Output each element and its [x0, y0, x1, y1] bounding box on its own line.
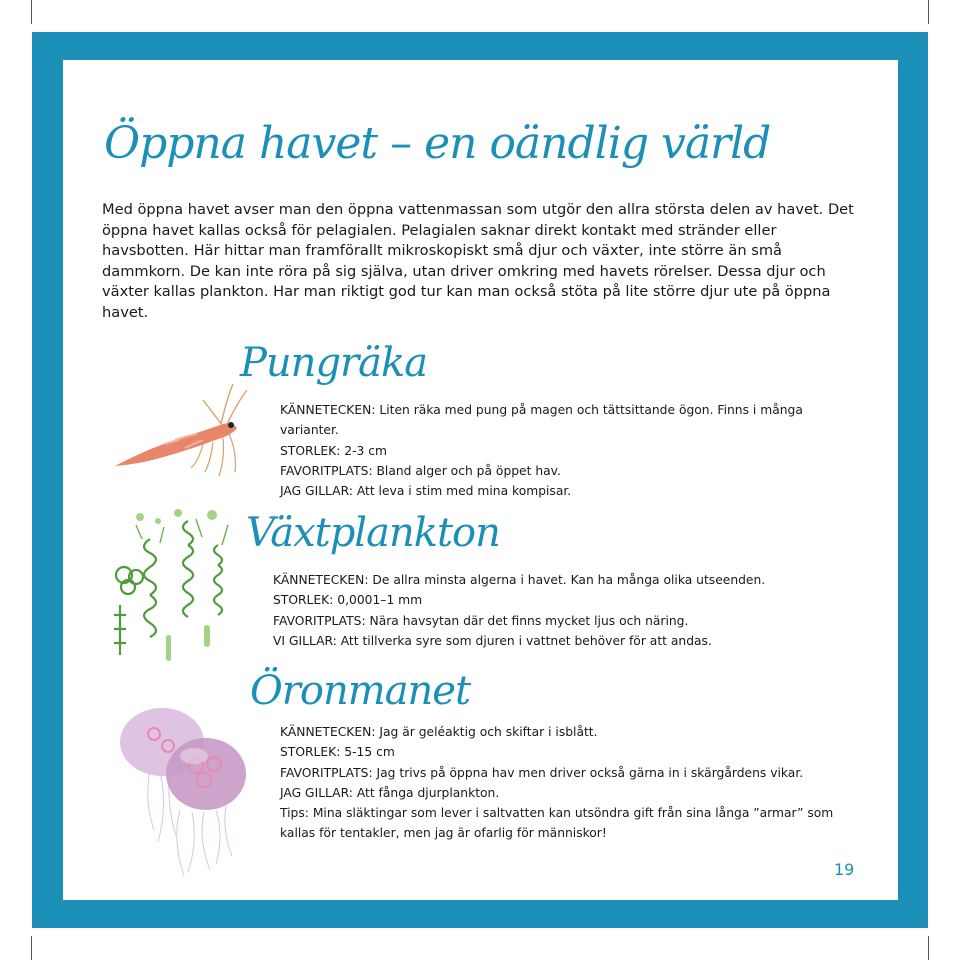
species-facts-pungraka [280, 400, 840, 501]
jellyfish-illustration [110, 700, 250, 880]
species-name-pungraka: Pungräka [240, 340, 428, 386]
species-name-vaxtplankton: Växtplankton [246, 510, 500, 556]
phytoplankton-illustration [100, 505, 240, 675]
crop-mark [928, 936, 929, 960]
fact-line: JAG GILLAR: Att fånga djurplankton. [280, 785, 500, 800]
fact-line: KÄNNETECKEN: Jag är geléaktig och skiftar i isblått. [280, 725, 598, 739]
species-name-oronmanet: Öronmanet [250, 668, 471, 714]
page-number: 19 [834, 860, 855, 879]
shrimp-illustration [105, 378, 255, 488]
intro-paragraph: Med öppna havet avser man den öppna vattenmassan som utgör den allra största delen av havet. Det öppna havet kallas också för pelagialen. Pelagialen saknar direkt kontakt med stränder eller havsbotten. Här hittar man framförallt mikroskopiskt små djur och växter, inte större än små dammkorn. De kan inte röra på sig själva, utan driver omkring med havets rörelser. Dessa djur och växter kallas plankton. Har man riktigt god tur kan man också stöta på lite större djur ute på öppna havet. [102, 201, 854, 321]
fact-line: FAVORITPLATS: Jag trivs på öppna hav men driver också gärna in i skärgårdens vikar. [280, 765, 804, 780]
crop-mark [31, 0, 32, 24]
shrimp-eye [228, 422, 234, 428]
fact-line: STORLEK: 0,0001–1 mm [273, 593, 423, 608]
fact-line: STORLEK: 5-15 cm [280, 745, 395, 760]
fact-line: JAG GILLAR: Att leva i stim med mina kompisar. [280, 484, 572, 499]
fact-line: KÄNNETECKEN: De allra minsta algerna i havet. Kan ha många olika utseenden. [273, 573, 766, 587]
fact-line: VI GILLAR: Att tillverka syre som djuren i vattnet behöver för att andas. [273, 633, 712, 648]
fact-line: Tips: Mina släktingar som lever i saltvatten kan utsöndra gift från sina långa ”armar” som kallas för tentakler, men jag är ofarlig för människor! [280, 806, 834, 841]
species-facts-vaxtplankton [273, 570, 853, 651]
crop-mark [928, 0, 929, 24]
species-facts-oronmanet [280, 722, 850, 844]
fact-line: FAVORITPLATS: Nära havsytan där det finns mycket ljus och näring. [273, 613, 689, 628]
page-title: Öppna havet – en oändlig värld [104, 118, 771, 169]
fact-line: KÄNNETECKEN: Liten räka med pung på magen och tättsittande ögon. Finns i många varianter. [280, 403, 803, 438]
fact-line: FAVORITPLATS: Bland alger och på öppet hav. [280, 463, 561, 478]
fact-line: STORLEK: 2-3 cm [280, 443, 388, 458]
crop-mark [31, 936, 32, 960]
